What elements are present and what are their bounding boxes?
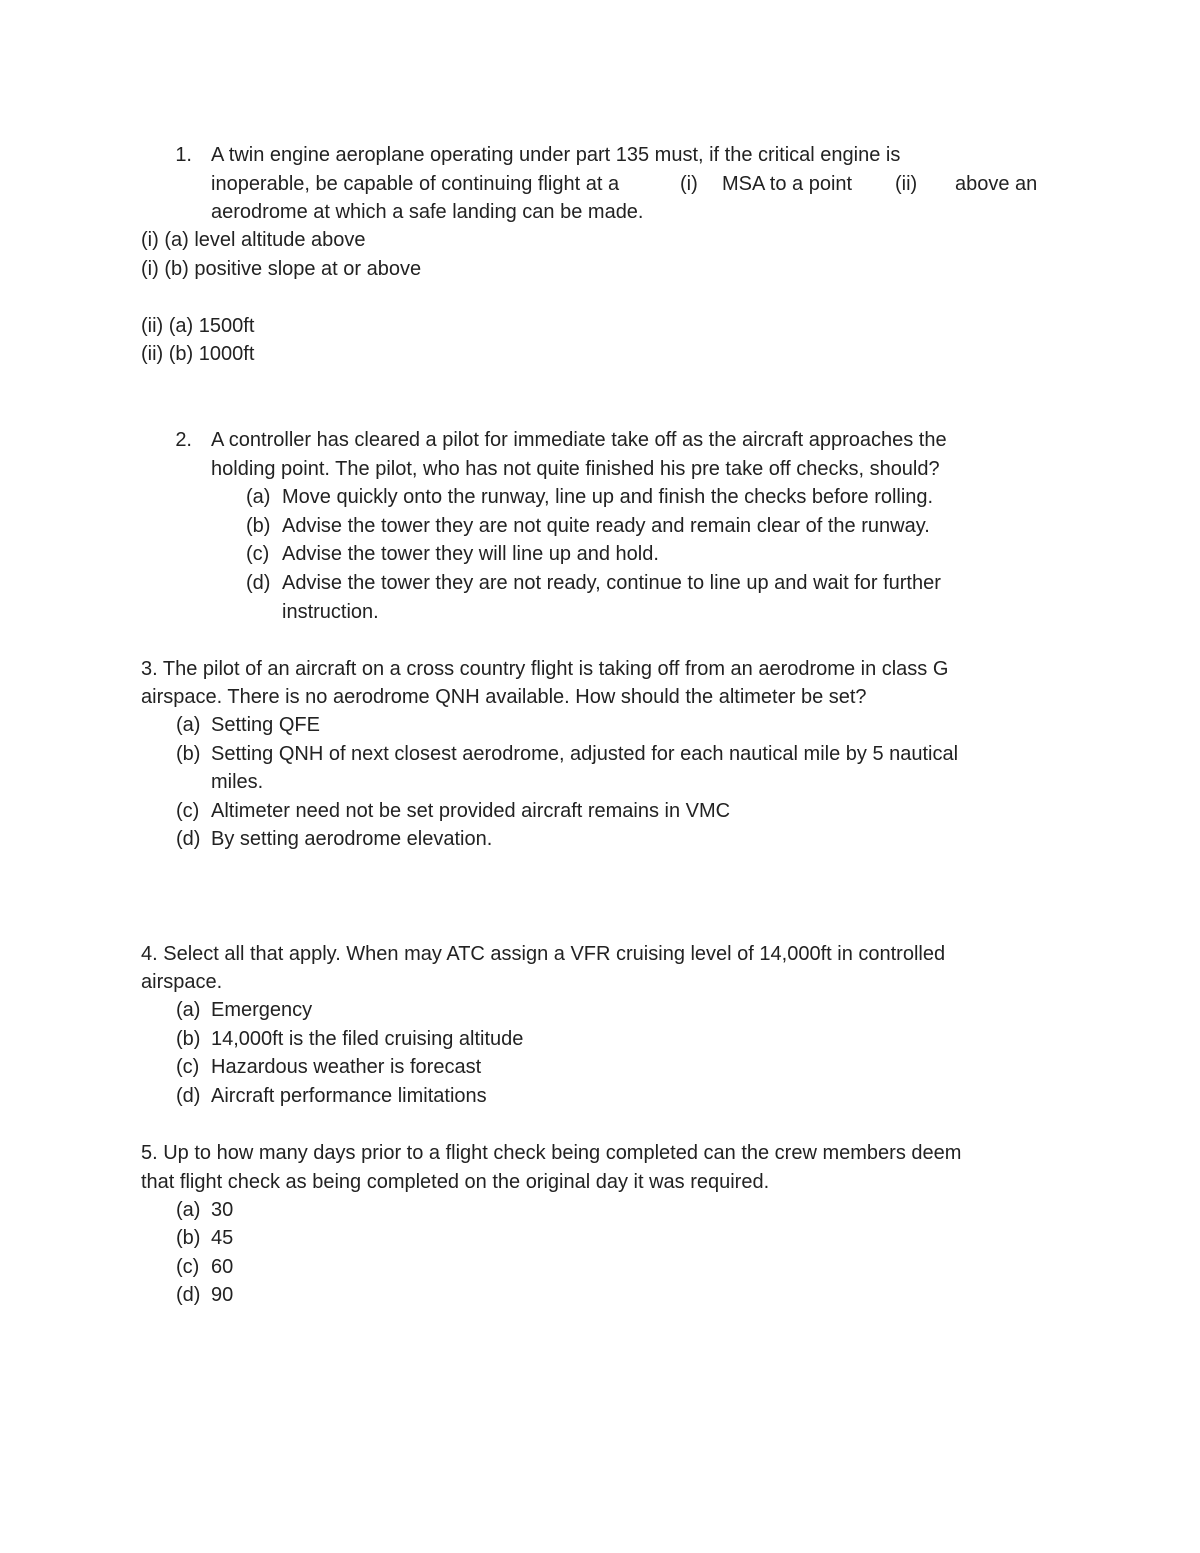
question-text-line: 4. Select all that apply. When may ATC assign a VFR cruising level of 14,000ft in controlled <box>141 943 946 965</box>
option-text: 90 <box>211 1284 234 1306</box>
option-label: (c) <box>176 1256 200 1278</box>
question-text-line: holding point. The pilot, who has not quite finished his pre take off checks, should? <box>211 458 940 480</box>
option-label: (a) <box>246 486 271 508</box>
text-segment: inoperable, be capable of continuing flight at a <box>211 173 620 195</box>
question-text-line: A controller has cleared a pilot for immediate take off as the aircraft approaches the <box>211 429 947 451</box>
question-text-line: A twin engine aeroplane operating under part 135 must, if the critical engine is <box>211 144 901 166</box>
option-text: Setting QNH of next closest aerodrome, adjusted for each nautical mile by 5 nautical <box>211 743 959 765</box>
question-text-line: 5. Up to how many days prior to a flight check being completed can the crew members deem <box>141 1142 962 1164</box>
option-text: 14,000ft is the filed cruising altitude <box>211 1028 524 1050</box>
option-ii-a: (ii) (a) 1500ft <box>141 315 255 337</box>
option-label: (a) <box>176 999 201 1021</box>
option-label: (b) <box>246 515 271 537</box>
blank-marker-i: (i) <box>680 173 698 195</box>
question-text-line: aerodrome at which a safe landing can be made. <box>211 201 644 223</box>
option-text: Hazardous weather is forecast <box>211 1056 482 1078</box>
question-text-line: 3. The pilot of an aircraft on a cross country flight is taking off from an aerodrome in class G <box>141 658 949 680</box>
question-text-line: airspace. <box>141 971 223 993</box>
option-label: (a) <box>176 714 201 736</box>
question-number: 1. <box>175 144 192 166</box>
option-text-continued: miles. <box>211 771 264 793</box>
option-text: Emergency <box>211 999 313 1021</box>
option-ii-b: (ii) (b) 1000ft <box>141 343 255 365</box>
option-text: 30 <box>211 1199 234 1221</box>
option-text-continued: instruction. <box>282 601 379 623</box>
option-text: Setting QFE <box>211 714 320 736</box>
option-text: Advise the tower they are not quite ready and remain clear of the runway. <box>282 515 930 537</box>
question-number: 2. <box>175 429 192 451</box>
option-label: (b) <box>176 1028 201 1050</box>
option-label: (c) <box>246 543 270 565</box>
option-label: (b) <box>176 1227 201 1249</box>
question-text-line: airspace. There is no aerodrome QNH available. How should the altimeter be set? <box>141 686 867 708</box>
option-label: (d) <box>176 828 201 850</box>
option-i-b: (i) (b) positive slope at or above <box>141 258 422 280</box>
option-label: (c) <box>176 800 200 822</box>
option-text: Move quickly onto the runway, line up and finish the checks before rolling. <box>282 486 934 508</box>
question-text-line: that flight check as being completed on the original day it was required. <box>141 1171 770 1193</box>
option-label: (d) <box>176 1284 201 1306</box>
option-label: (c) <box>176 1056 200 1078</box>
text-segment: MSA to a point <box>722 173 853 195</box>
option-label: (a) <box>176 1199 201 1221</box>
option-label: (d) <box>176 1085 201 1107</box>
option-label: (b) <box>176 743 201 765</box>
option-text: Aircraft performance limitations <box>211 1085 487 1107</box>
option-text: Altimeter need not be set provided aircraft remains in VMC <box>211 800 731 822</box>
option-text: Advise the tower they are not ready, continue to line up and wait for further <box>282 572 941 594</box>
option-text: By setting aerodrome elevation. <box>211 828 493 850</box>
option-text: Advise the tower they will line up and hold. <box>282 543 659 565</box>
blank-marker-ii: (ii) <box>895 173 918 195</box>
option-i-a: (i) (a) level altitude above <box>141 229 366 251</box>
option-text: 45 <box>211 1227 234 1249</box>
text-segment: above an <box>955 173 1038 195</box>
option-label: (d) <box>246 572 271 594</box>
option-text: 60 <box>211 1256 234 1278</box>
